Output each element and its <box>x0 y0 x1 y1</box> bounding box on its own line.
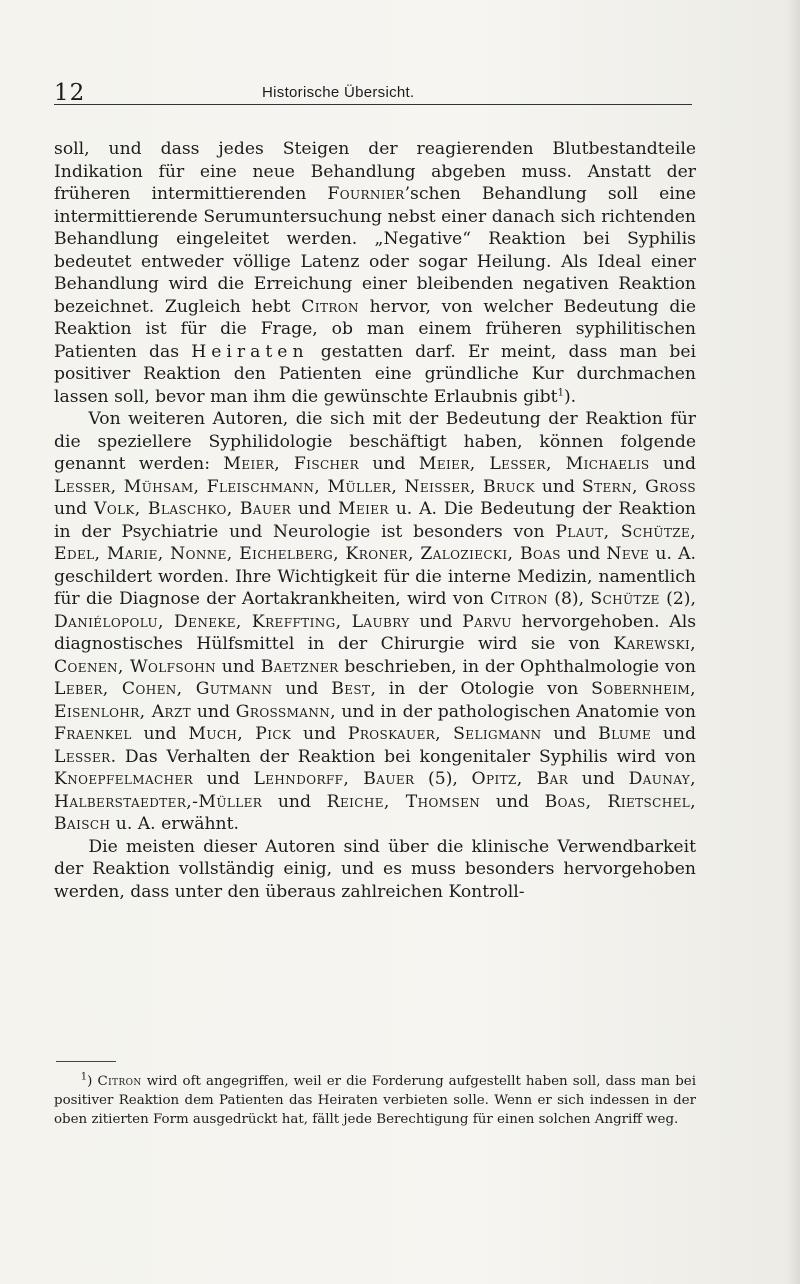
footnote-marker: 1 <box>557 386 564 398</box>
running-title: Historische Übersicht. <box>262 84 415 101</box>
author-name: Stern, Gross <box>581 476 696 497</box>
text-run: und <box>534 476 582 497</box>
text-run: hervor, von welcher Bedeutung die Reaktion ist für die Frage, ob man einem früheren syphilitischen Patienten das <box>54 296 696 362</box>
author-name: Fraenkel <box>54 724 132 744</box>
text-run: (2), <box>659 589 696 609</box>
author-name: Knoepfelmacher <box>54 769 194 789</box>
author-name: Meier <box>337 499 389 519</box>
author-name: Proskauer, Seligmann <box>347 724 542 744</box>
text-run: hervorgehoben. Als diagnostisches Hülfsmittel in der Chirurgie wird sie von <box>54 611 697 654</box>
text-run: und <box>568 769 629 789</box>
author-name: Volk, Blaschko, Bauer <box>94 499 292 519</box>
text-run: Die meisten dieser Autoren sind über die klinische Verwendbarkeit der Reaktion vollständig einig, und es muss besonders hervorgehoben werden, dass unter den überaus zahlreichen Kontroll- <box>54 836 696 902</box>
emphasized-word: Heiraten <box>191 341 309 362</box>
author-name: Citron <box>97 1074 142 1089</box>
text-run: und <box>54 499 95 519</box>
footnote-marker: 1 <box>80 1071 88 1083</box>
author-name: Leber, Cohen, Gutmann <box>54 679 273 699</box>
author-name: Citron <box>490 589 548 609</box>
footnote <box>54 1072 696 1129</box>
text-run: und <box>193 769 254 789</box>
author-name: Plaut, Schütze, Edel, Marie, Nonne, Eichelberg, Kroner, Zaloziecki, Boas <box>54 521 696 564</box>
author-name: Best <box>331 679 371 699</box>
author-name: Reiche, Thomsen <box>326 791 481 812</box>
text-run: und <box>541 724 599 744</box>
text-run: , und in der pathologischen Anatomie von <box>330 701 696 722</box>
author-name: Parvu <box>462 611 512 632</box>
page-edge-shadow <box>786 0 800 1284</box>
author-name: Grossmann <box>235 701 331 722</box>
footnotes <box>54 1072 696 1129</box>
author-name: Karewski, Coenen, Wolfsohn <box>54 634 696 677</box>
footnote-separator <box>56 1061 116 1062</box>
page-number: 12 <box>54 80 86 106</box>
author-name: Daniélopolu, Deneke, Kreffting, Laubry <box>54 611 410 632</box>
text-run: u. A. Die Bedeutung der Reaktion in der Psychiatrie und Neurologie ist besonders von <box>54 499 696 542</box>
text-run: beschrieben, in der Ophthalmologie von <box>338 656 696 677</box>
author-name: Schütze <box>590 589 660 609</box>
text-run: wird oft angegriffen, weil er die Forderung aufgestellt haben soll, dass man bei positiver Reaktion dem Patienten das Heiraten verbieten solle. Wenn er sich indessen in der oben zitierten Form ausgedrückt hat, fällt jede Berechtigung für einen solchen Angriff weg. <box>54 1074 696 1127</box>
text-run: u. A. erwähnt. <box>110 814 239 834</box>
author-name: Opitz, Bar <box>471 769 569 789</box>
text-run: und <box>215 656 261 677</box>
paragraph <box>54 138 696 408</box>
paragraph <box>54 836 696 904</box>
text-run: und <box>191 701 236 722</box>
author-name: Lesser <box>54 746 111 767</box>
page-header <box>54 80 694 108</box>
author-name: Meier, Lesser, Michaelis <box>418 454 650 474</box>
author-name: Lesser, Mühsam, Fleischmann, Müller, Neisser, Bruck <box>54 476 535 497</box>
main-text <box>54 138 696 903</box>
text-run: (8), <box>547 589 591 609</box>
author-name: Blume <box>598 724 652 744</box>
author-name: Citron <box>301 296 359 317</box>
author-name: Much, Pick <box>188 724 292 744</box>
header-rule <box>54 104 692 105</box>
text-run: ) <box>87 1074 98 1089</box>
text-run: , in der Otologie von <box>370 679 592 699</box>
author-name: Neve <box>606 544 650 564</box>
text-run: und <box>272 679 332 699</box>
text-run: und <box>359 454 419 474</box>
text-run: und <box>649 454 697 474</box>
text-run: und <box>262 791 327 812</box>
text-run: und <box>651 724 697 744</box>
author-name: Meier, Fischer <box>223 454 360 474</box>
paragraph <box>54 408 696 836</box>
text-run: (5), <box>414 769 472 789</box>
author-name: Boas, Rietschel, Baisch <box>54 791 697 834</box>
author-name: Sobernheim, Eisenlohr, Arzt <box>54 679 697 722</box>
text-run: ’schen Behandlung soll eine intermittierende Serumuntersuchung nebst einer danach sich richtenden Behandlung eingeleitet werden. „Negative“ Reaktion bei Syphilis bedeutet entweder völlige Latenz oder sogar Heilung. Als Ideal einer Behandlung wird die Erreichung einer bleibenden negativen Reaktion bezeichnet. Zugleich hebt <box>54 184 696 317</box>
author-name: Daunay, Halberstaedter,-Müller <box>54 769 696 812</box>
text-run: und <box>291 724 348 744</box>
text-run: ). <box>563 386 577 407</box>
author-name: Lehndorff, Bauer <box>253 769 415 789</box>
text-run: gestatten darf. Er meint, dass man bei positiver Reaktion den Patienten eine gründliche Kur durchmachen lassen soll, bevor man ihm die gewünschte Erlaubnis gibt <box>54 341 696 407</box>
text-run: Von weiteren Autoren, die sich mit der Bedeutung der Reaktion für die speziellere Syphilidologie beschäftigt haben, können folgende genannt werden: <box>54 409 696 474</box>
author-name: Baetzner <box>260 656 339 677</box>
text-run: . Das Verhalten der Reaktion bei kongenitaler Syphilis wird von <box>110 746 696 767</box>
text-run: soll, und dass jedes Steigen der reagierenden Blutbestandteile Indikation für eine neue Behandlung abgeben muss. Anstatt der früheren intermittierenden <box>54 139 696 204</box>
text-run: und <box>131 724 189 744</box>
text-run: und <box>409 611 463 632</box>
text-run: u. A. geschildert worden. Ihre Wichtigkeit für die interne Medizin, namentlich für die Diagnose der Aortakrankheiten, wird von <box>54 544 696 609</box>
text-run: und <box>560 544 607 564</box>
text-run: und <box>291 499 338 519</box>
author-name: Fournier <box>327 184 405 204</box>
text-run: und <box>480 791 545 812</box>
